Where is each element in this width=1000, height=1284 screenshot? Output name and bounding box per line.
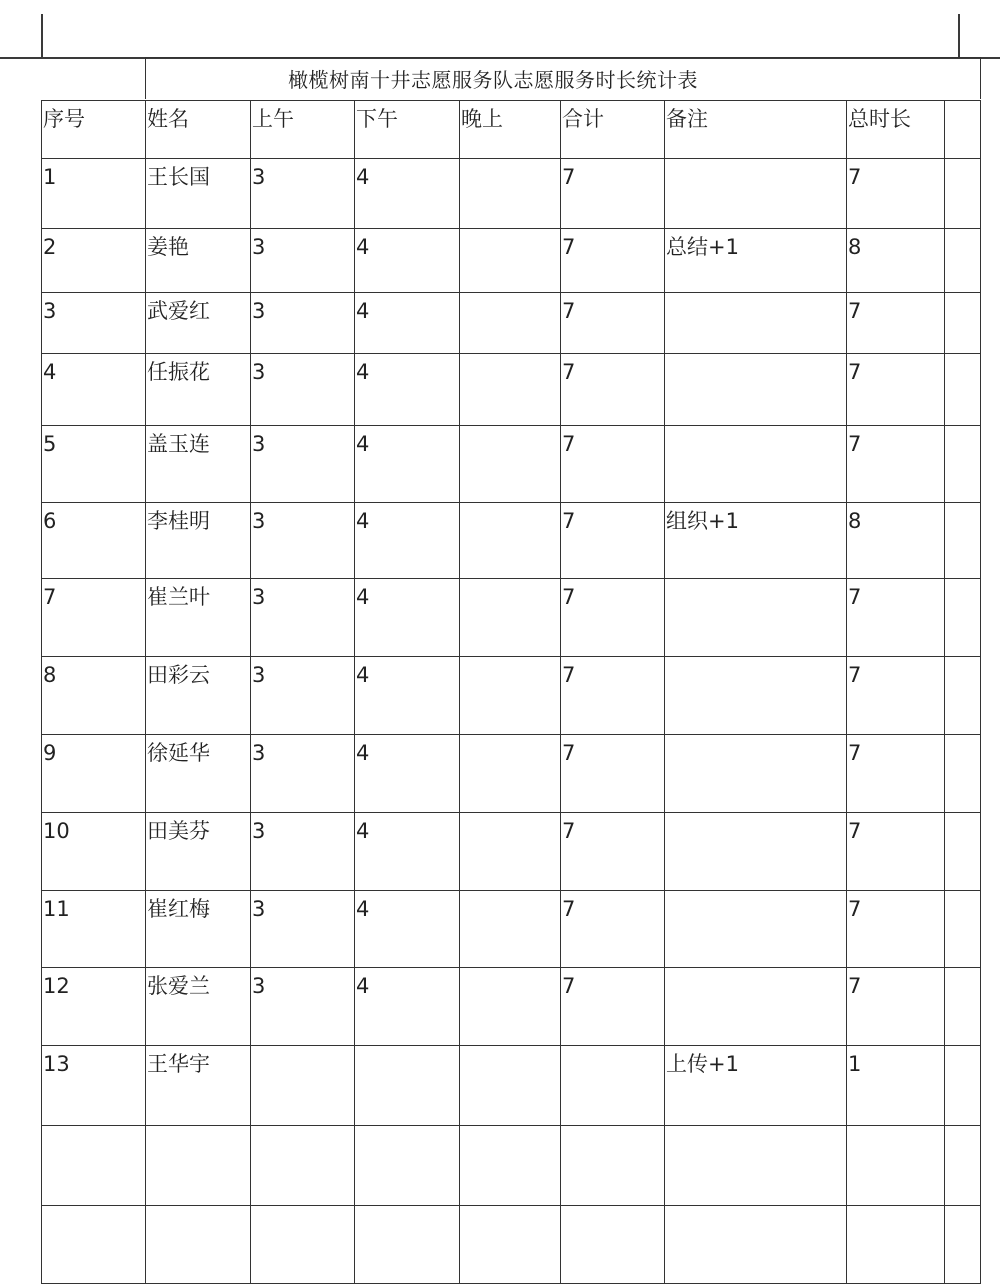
cell-seq: 11 bbox=[42, 891, 146, 968]
cell-seq: 6 bbox=[42, 503, 146, 579]
cell-seq: 12 bbox=[42, 968, 146, 1046]
cell-total-hours: 7 bbox=[847, 735, 945, 813]
cell-total-hours: 7 bbox=[847, 354, 945, 426]
cell-morning: 3 bbox=[251, 293, 355, 354]
cell-morning: 3 bbox=[251, 229, 355, 293]
cell-afternoon: 4 bbox=[355, 229, 460, 293]
cell-subtotal bbox=[561, 1046, 665, 1126]
cell-subtotal: 7 bbox=[561, 813, 665, 891]
cell-name: 盖玉连 bbox=[146, 426, 251, 503]
cell-extra bbox=[945, 1046, 981, 1126]
cell-remark bbox=[665, 1126, 847, 1206]
cell-extra bbox=[945, 159, 981, 229]
header-morning: 上午 bbox=[251, 101, 355, 159]
cell-morning: 3 bbox=[251, 354, 355, 426]
cell-afternoon: 4 bbox=[355, 657, 460, 735]
table-row bbox=[42, 968, 981, 1046]
cell-evening bbox=[460, 813, 561, 891]
cell-subtotal: 7 bbox=[561, 293, 665, 354]
cell-subtotal: 7 bbox=[561, 968, 665, 1046]
cell-subtotal: 7 bbox=[561, 503, 665, 579]
cell-evening bbox=[460, 293, 561, 354]
cell-remark: 总结+1 bbox=[665, 229, 847, 293]
cell-extra bbox=[945, 968, 981, 1046]
cell-subtotal: 7 bbox=[561, 229, 665, 293]
cell-morning: 3 bbox=[251, 813, 355, 891]
header-evening: 晚上 bbox=[460, 101, 561, 159]
table-row bbox=[42, 1046, 981, 1126]
cell-total-hours: 7 bbox=[847, 813, 945, 891]
cell-evening bbox=[460, 891, 561, 968]
cell-name: 田美芬 bbox=[146, 813, 251, 891]
cell-seq bbox=[42, 1126, 146, 1206]
cell-name: 任振花 bbox=[146, 354, 251, 426]
cell-remark bbox=[665, 735, 847, 813]
cell-evening bbox=[460, 229, 561, 293]
table-row bbox=[42, 813, 981, 891]
cell-morning: 3 bbox=[251, 968, 355, 1046]
page-margin-mark-left bbox=[41, 14, 43, 58]
cell-remark bbox=[665, 813, 847, 891]
cell-total-hours: 7 bbox=[847, 293, 945, 354]
cell-extra bbox=[945, 229, 981, 293]
cell-evening bbox=[460, 735, 561, 813]
cell-seq: 4 bbox=[42, 354, 146, 426]
cell-total-hours: 7 bbox=[847, 657, 945, 735]
cell-extra bbox=[945, 426, 981, 503]
cell-afternoon: 4 bbox=[355, 735, 460, 813]
cell-evening bbox=[460, 503, 561, 579]
table-row bbox=[42, 159, 981, 229]
cell-subtotal: 7 bbox=[561, 159, 665, 229]
cell-name: 崔兰叶 bbox=[146, 579, 251, 657]
cell-extra bbox=[945, 813, 981, 891]
cell-evening bbox=[460, 657, 561, 735]
cell-name: 王长国 bbox=[146, 159, 251, 229]
header-name: 姓名 bbox=[146, 101, 251, 159]
cell-remark bbox=[665, 354, 847, 426]
cell-extra bbox=[945, 891, 981, 968]
cell-seq: 10 bbox=[42, 813, 146, 891]
cell-subtotal: 7 bbox=[561, 354, 665, 426]
header-remark: 备注 bbox=[665, 101, 847, 159]
cell-afternoon: 4 bbox=[355, 579, 460, 657]
cell-evening bbox=[460, 426, 561, 503]
table-row bbox=[42, 891, 981, 968]
cell-name: 武爱红 bbox=[146, 293, 251, 354]
cell-seq: 8 bbox=[42, 657, 146, 735]
cell-afternoon bbox=[355, 1046, 460, 1126]
cell-afternoon: 4 bbox=[355, 891, 460, 968]
cell-extra bbox=[945, 503, 981, 579]
table-row bbox=[42, 503, 981, 579]
cell-extra bbox=[945, 1126, 981, 1206]
cell-extra bbox=[945, 657, 981, 735]
cell-seq: 9 bbox=[42, 735, 146, 813]
cell-morning: 3 bbox=[251, 503, 355, 579]
table-row bbox=[42, 229, 981, 293]
cell-seq: 1 bbox=[42, 159, 146, 229]
cell-afternoon: 4 bbox=[355, 968, 460, 1046]
header-afternoon: 下午 bbox=[355, 101, 460, 159]
table-row bbox=[42, 657, 981, 735]
cell-total-hours: 7 bbox=[847, 891, 945, 968]
cell-subtotal: 7 bbox=[561, 735, 665, 813]
cell-subtotal: 7 bbox=[561, 426, 665, 503]
cell-morning bbox=[251, 1126, 355, 1206]
cell-afternoon: 4 bbox=[355, 159, 460, 229]
cell-name: 王华宇 bbox=[146, 1046, 251, 1126]
page-margin-mark-right bbox=[958, 14, 960, 58]
cell-remark bbox=[665, 579, 847, 657]
header-extra bbox=[945, 101, 981, 159]
cell-total-hours: 7 bbox=[847, 426, 945, 503]
header-row bbox=[42, 101, 981, 159]
volunteer-hours-table bbox=[41, 100, 981, 1284]
cell-remark bbox=[665, 426, 847, 503]
cell-morning: 3 bbox=[251, 426, 355, 503]
cell-evening bbox=[460, 579, 561, 657]
cell-remark: 组织+1 bbox=[665, 503, 847, 579]
cell-total-hours: 7 bbox=[847, 968, 945, 1046]
cell-remark bbox=[665, 968, 847, 1046]
cell-seq: 5 bbox=[42, 426, 146, 503]
cell-name: 姜艳 bbox=[146, 229, 251, 293]
cell-evening bbox=[460, 1126, 561, 1206]
cell-total-hours: 7 bbox=[847, 579, 945, 657]
cell-evening bbox=[460, 159, 561, 229]
cell-afternoon: 4 bbox=[355, 293, 460, 354]
cell-morning: 3 bbox=[251, 579, 355, 657]
cell-afternoon: 4 bbox=[355, 426, 460, 503]
table-row bbox=[42, 579, 981, 657]
cell-extra bbox=[945, 354, 981, 426]
table-row bbox=[42, 293, 981, 354]
cell-morning: 3 bbox=[251, 735, 355, 813]
cell-evening bbox=[460, 1046, 561, 1126]
cell-subtotal: 7 bbox=[561, 579, 665, 657]
cell-subtotal: 7 bbox=[561, 657, 665, 735]
cell-remark bbox=[665, 293, 847, 354]
cell-total-hours bbox=[847, 1126, 945, 1206]
cell-name: 李桂明 bbox=[146, 503, 251, 579]
header-subtotal: 合计 bbox=[561, 101, 665, 159]
cell-remark bbox=[665, 657, 847, 735]
cell-evening bbox=[460, 354, 561, 426]
cell-total-hours: 1 bbox=[847, 1046, 945, 1126]
cell-subtotal bbox=[561, 1126, 665, 1206]
cell-seq: 7 bbox=[42, 579, 146, 657]
cell-remark bbox=[665, 891, 847, 968]
cell-name: 张爱兰 bbox=[146, 968, 251, 1046]
table-row bbox=[42, 426, 981, 503]
cell-total-hours: 7 bbox=[847, 159, 945, 229]
cell-name: 徐延华 bbox=[146, 735, 251, 813]
cell-subtotal: 7 bbox=[561, 891, 665, 968]
cell-extra bbox=[945, 579, 981, 657]
cell-remark: 上传+1 bbox=[665, 1046, 847, 1126]
cell-total-hours: 8 bbox=[847, 503, 945, 579]
cell-seq: 3 bbox=[42, 293, 146, 354]
cell-afternoon: 4 bbox=[355, 503, 460, 579]
cell-afternoon: 4 bbox=[355, 354, 460, 426]
table-row bbox=[42, 735, 981, 813]
cell-seq: 13 bbox=[42, 1046, 146, 1126]
cell-extra bbox=[945, 293, 981, 354]
cell-evening bbox=[460, 968, 561, 1046]
cell-seq: 2 bbox=[42, 229, 146, 293]
table-row bbox=[42, 1126, 981, 1206]
header-seq: 序号 bbox=[42, 101, 146, 159]
header-total-hours: 总时长 bbox=[847, 101, 945, 159]
cell-name: 田彩云 bbox=[146, 657, 251, 735]
cell-afternoon: 4 bbox=[355, 813, 460, 891]
table-title-cell bbox=[145, 57, 981, 99]
cell-morning: 3 bbox=[251, 891, 355, 968]
cell-morning: 3 bbox=[251, 159, 355, 229]
table-title: 橄榄树南十井志愿服务队志愿服务时长统计表 bbox=[288, 68, 698, 92]
cell-afternoon bbox=[355, 1126, 460, 1206]
table-row bbox=[42, 354, 981, 426]
cell-morning: 3 bbox=[251, 657, 355, 735]
cell-name: 崔红梅 bbox=[146, 891, 251, 968]
cell-total-hours: 8 bbox=[847, 229, 945, 293]
cell-remark bbox=[665, 159, 847, 229]
cell-extra bbox=[945, 735, 981, 813]
cell-morning bbox=[251, 1046, 355, 1126]
cell-name bbox=[146, 1126, 251, 1206]
